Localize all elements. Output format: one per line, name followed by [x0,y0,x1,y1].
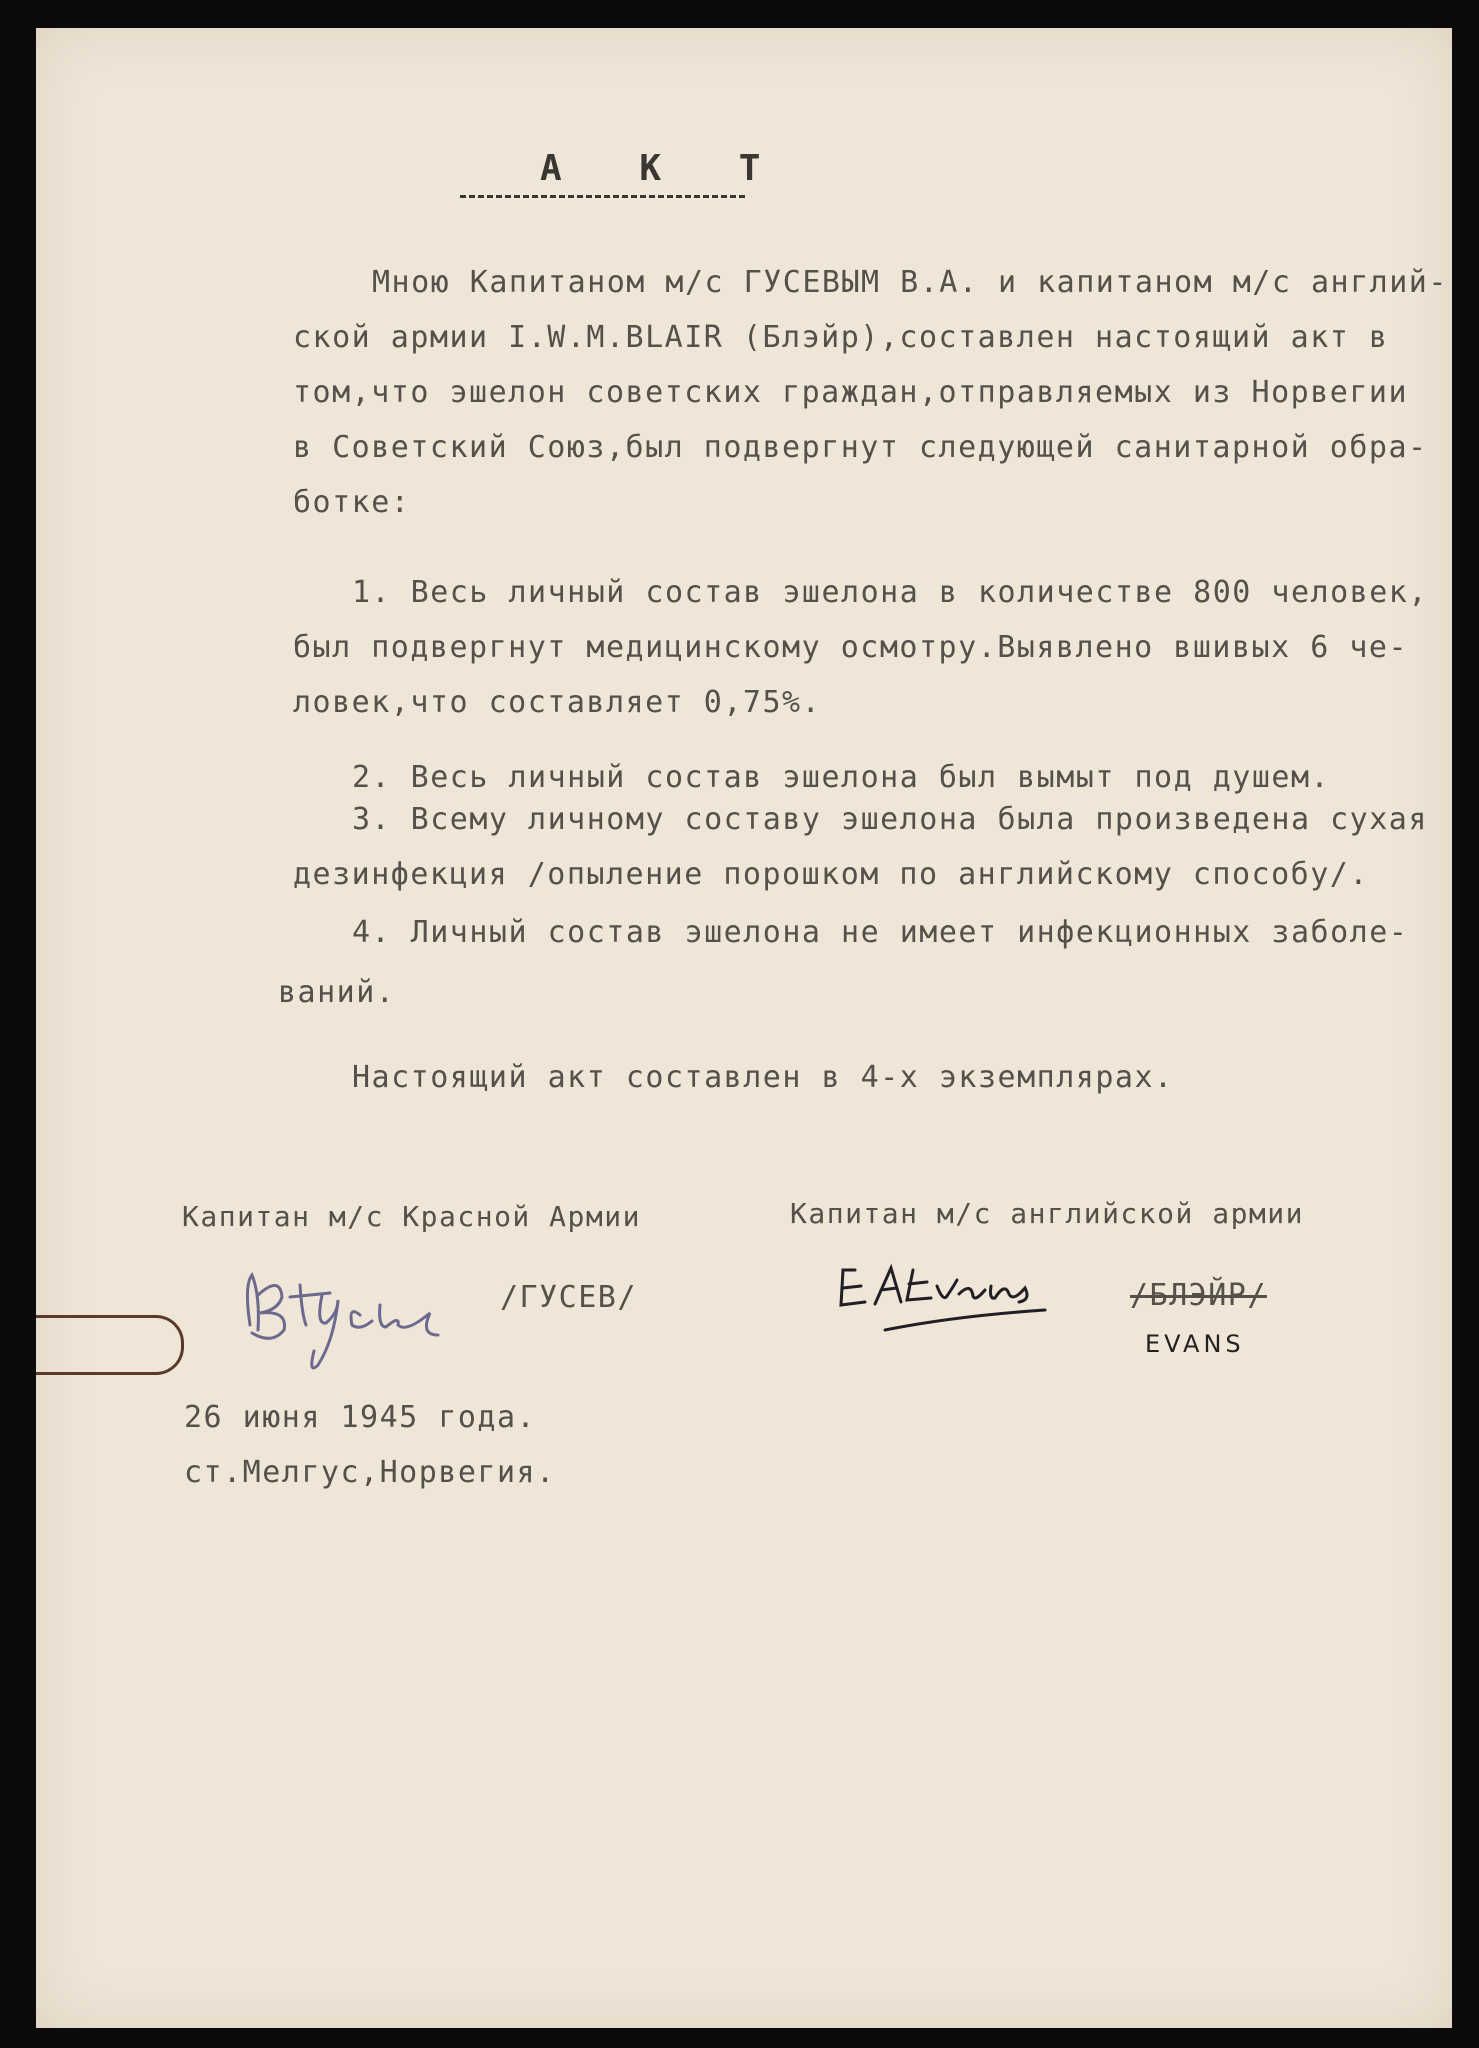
item1-line-2: был подвергнут медицинскому осмотру.Выявлено вшивых 6 че- [293,630,1409,665]
right-signatory-name-struck: /БЛЭЙР/ [1130,1278,1267,1313]
right-signatory-name-handwritten: EVANS [1145,1330,1245,1358]
paragraph1-line-5: ботке: [293,485,411,520]
gusev-signature [230,1255,450,1375]
item2-line-1: 2. Весь личный состав эшелона был вымыт под душем. [352,760,1331,795]
item3-line-2: дезинфекция /опыление порошком по английскому способу/. [293,857,1369,892]
copies-note: Настоящий акт составлен в 4-х экземплярах. [352,1060,1174,1095]
right-signatory-title: Капитан м/с английской армии [790,1197,1305,1230]
document-title: А К Т [540,148,789,189]
item1-line-1: 1. Весь личный состав эшелона в количестве 800 человек, [352,575,1428,610]
left-signatory-name: /ГУСЕВ/ [500,1280,637,1315]
paragraph1-line-3: том,что эшелон советских граждан,отправляемых из Норвегии [293,375,1409,410]
paragraph1-line-2: ской армии I.W.M.BLAIR (Блэйр),составлен настоящий акт в [293,320,1389,355]
date-line: 26 июня 1945 года. [184,1400,537,1435]
item4-line-1: 4. Личный состав эшелона не имеет инфекционных заболе- [352,915,1409,950]
item1-line-3: ловек,что составляет 0,75%. [293,685,822,720]
evans-signature [835,1250,1065,1340]
paragraph1-line-4: в Советский Союз,был подвергнут следующей санитарной обра- [293,430,1428,465]
item4-line-2: ваний. [278,975,396,1010]
paragraph1-line-1: Мною Капитаном м/с ГУСЕВЫМ В.А. и капитаном м/с англий- [372,265,1448,300]
binder-hole-mark [36,1315,184,1375]
item3-line-1: 3. Всему личному составу эшелона была произведена сухая [352,802,1428,837]
left-signatory-title: Капитан м/с Красной Армии [182,1200,641,1233]
title-underline [460,195,745,198]
place-line: ст.Мелгус,Норвегия. [184,1455,556,1490]
